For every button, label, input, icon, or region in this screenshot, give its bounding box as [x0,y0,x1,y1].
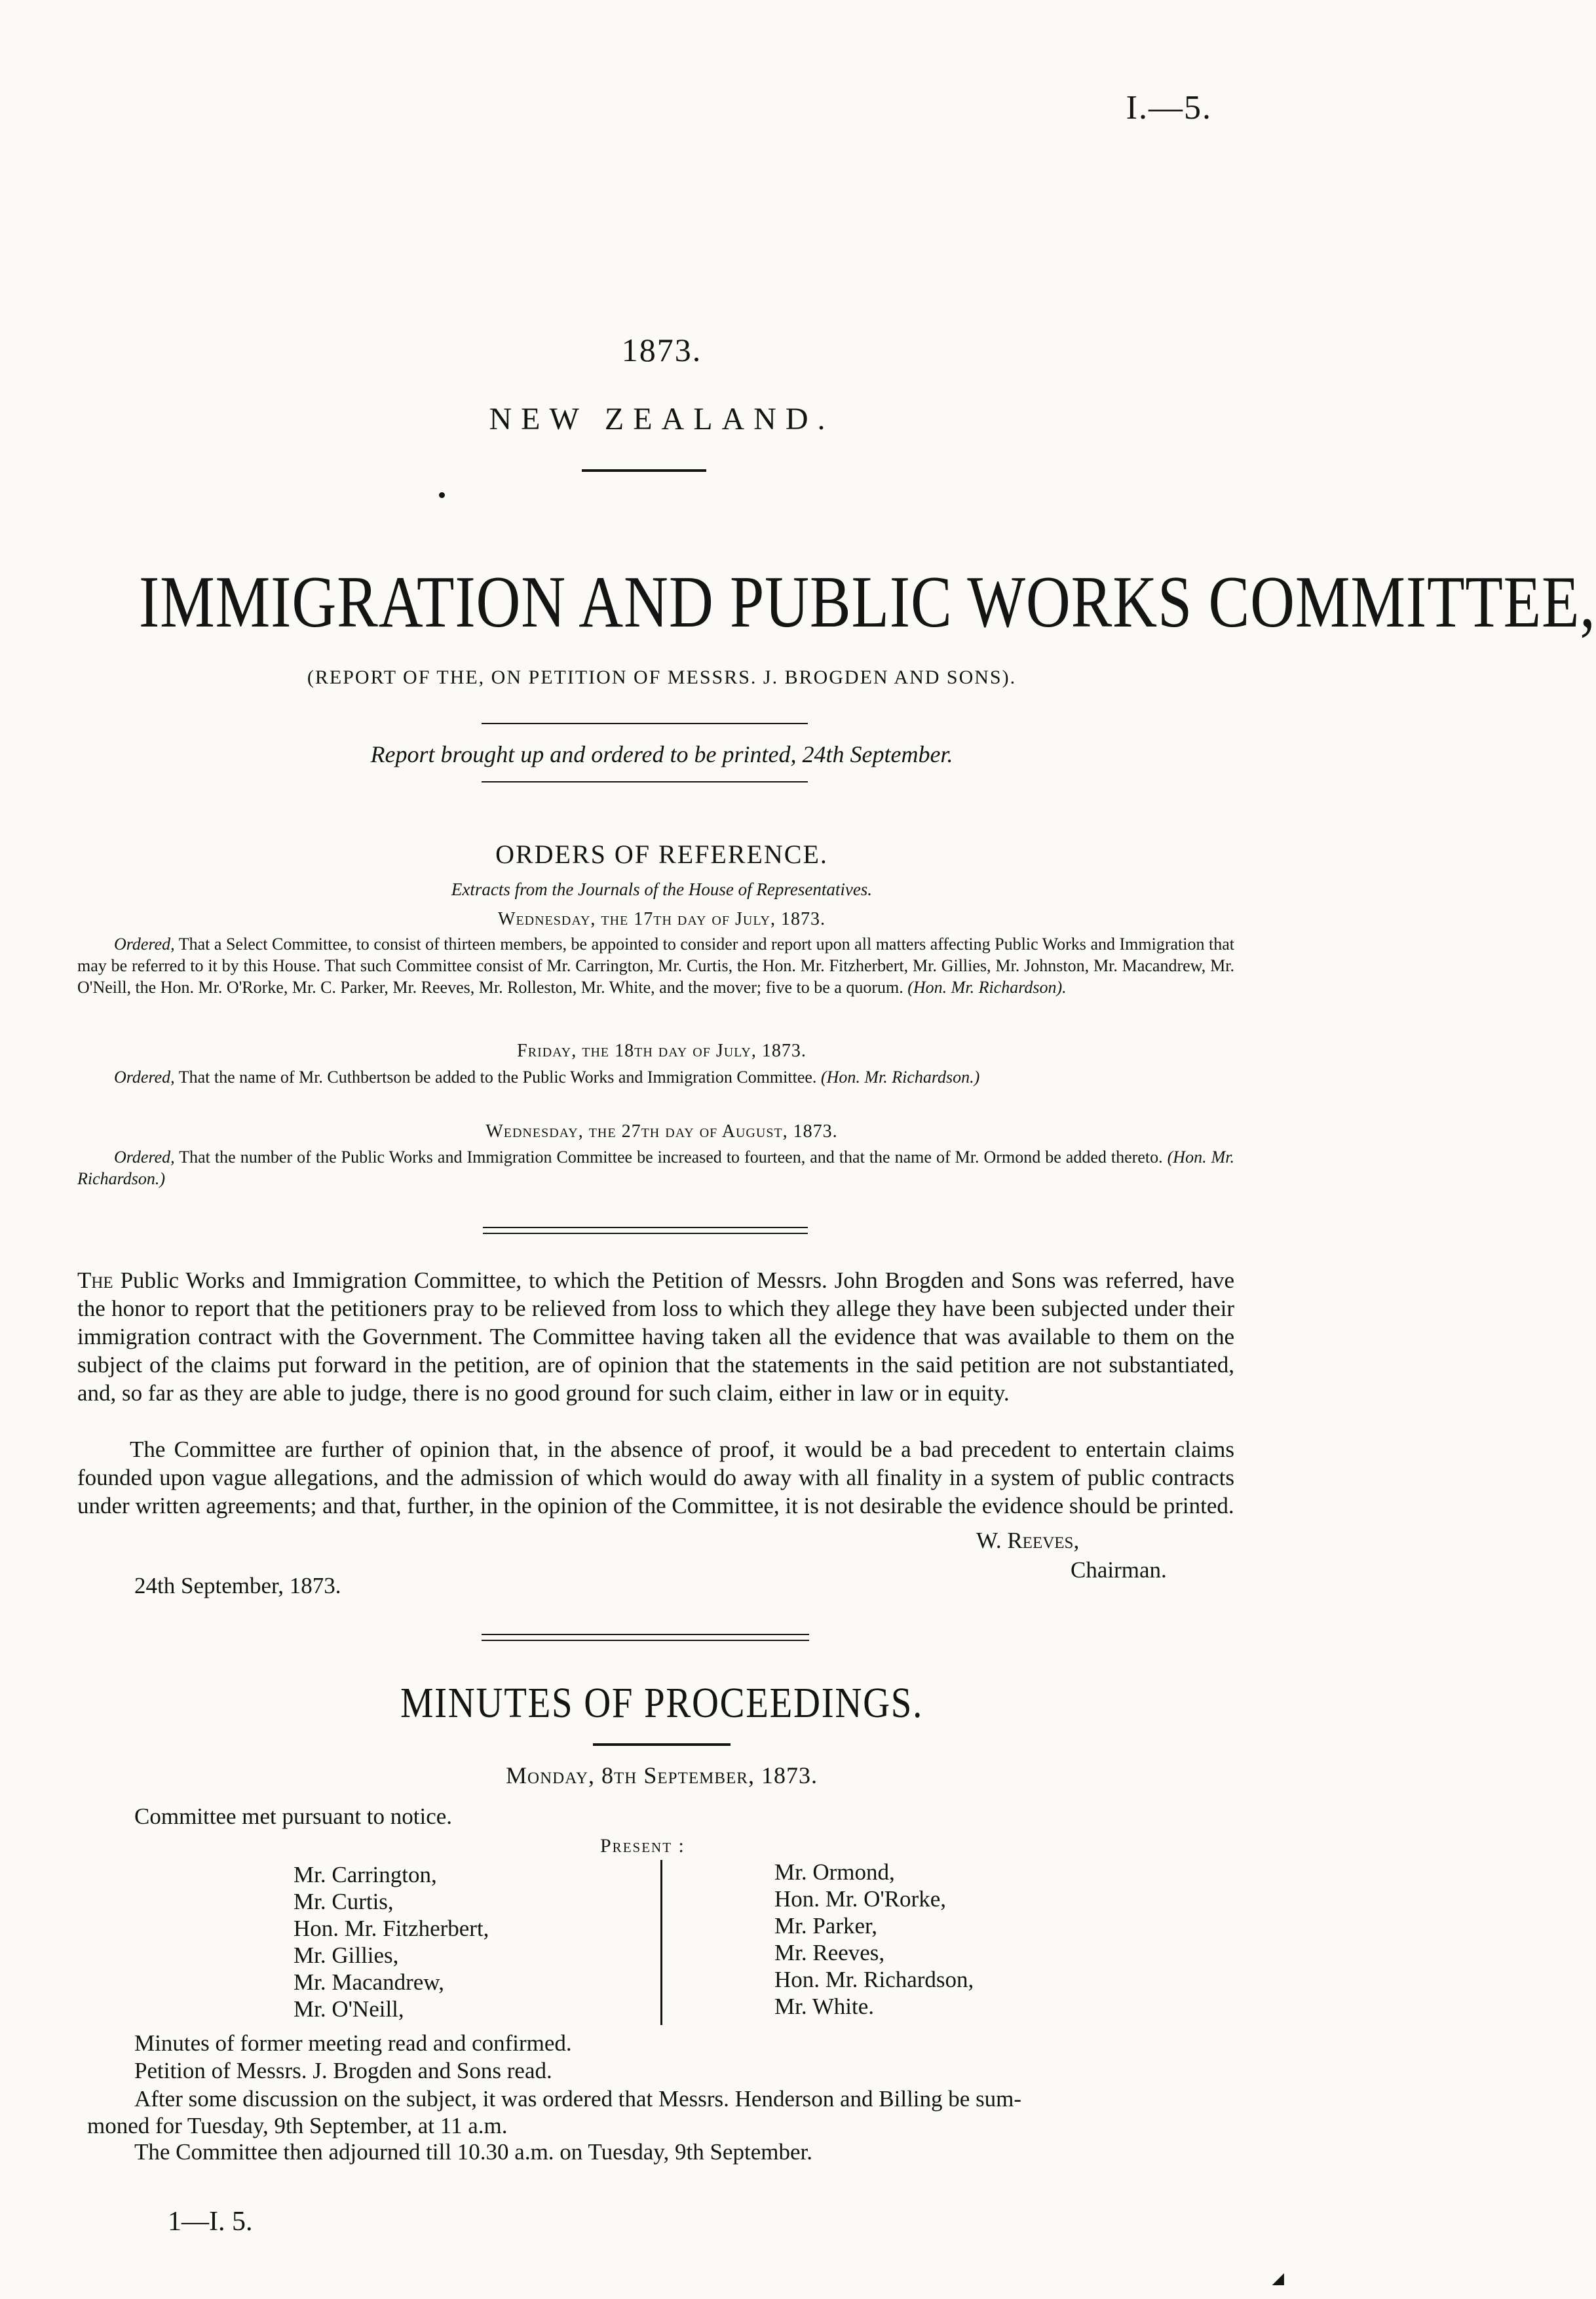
page-number: I.—5. [1126,89,1212,126]
divider-rule [482,781,808,782]
signature-title: Chairman. [1071,1557,1167,1583]
ink-dot [439,492,445,498]
member-name: Mr. Reeves, [774,1940,885,1965]
order-text: That the number of the Public Works and Immigration Committee be increased to fourteen, and that the name of Mr. Ormond be added thereto. [179,1148,1163,1167]
member-name: Mr. O'Neill, [294,1996,404,2022]
order-text: That the name of Mr. Cuthbertson be added to the Public Works and Immigration Committee. [178,1068,817,1087]
member-name: Hon. Mr. O'Rorke, [774,1886,946,1912]
divider-rule [582,469,706,472]
divider-rule [593,1743,731,1746]
members-divider [660,1860,662,2025]
orders-subheading: Extracts from the Journals of the House of Representatives. [451,879,873,899]
signature-name: W. Reeves, [976,1528,1080,1553]
report-paragraph: The Committee are further of opinion that, in the absence of proof, it would be a bad precedent to entertain claims founded upon vague allegations, and the admission of which would do away with all finality in a system of public contracts under written agreements; and that, further, in the opinion of the Committee, it is not desirable the evidence should be printed. [77,1437,1234,1518]
member-name: Hon. Mr. Richardson, [774,1967,974,1992]
minutes-line: The Committee then adjourned till 10.30 a.m. on Tuesday, 9th September. [134,2139,812,2165]
double-rule [482,1634,809,1635]
member-name: Mr. Macandrew, [294,1969,445,1995]
report-text: Public Works and Immigration Committee, to which the Petition of Messrs. John Brogden and Sons was referred, have the honor to report that the petitioners pray to be relieved from loss to which they allege they have been subjected under their immigration contract with the Government. The Committee having taken all the evidence that was available to them on the subject of the claims put forward in the petition, are of opinion that the statements in the said petition are not substantiated, and, so far as they are able to judge, there is no good ground for such claim, either in law or in equity. [77,1267,1234,1406]
order-date: Wednesday, the 27th day of August, 1873. [485,1121,838,1142]
members-list-right [774,1859,974,2020]
double-rule [483,1227,808,1228]
member-name: Mr. Curtis, [294,1889,394,1914]
double-rule [482,1640,809,1641]
minutes-line: After some discussion on the subject, it was ordered that Messrs. Henderson and Billing be sum- [134,2086,1022,2112]
report-line: Report brought up and ordered to be printed, 24th September. [370,741,953,767]
member-name: Mr. Gillies, [294,1942,399,1968]
order-paragraph [77,1146,1234,1189]
minutes-line: Committee met pursuant to notice. [134,1804,453,1829]
members-list-left [294,1861,489,2022]
meeting-date: Monday, 8th September, 1873. [506,1762,818,1788]
order-date: Wednesday, the 17th day of July, 1873. [498,909,826,929]
member-name: Mr. White. [774,1994,874,2019]
order-paragraph [77,933,1234,998]
corner-mark: ◢ [1272,2270,1284,2287]
present-label: Present : [600,1835,685,1857]
order-lead: Ordered, [114,1148,175,1167]
order-attribution: (Hon. Mr. Richardson.) [77,1148,1235,1188]
minutes-line: Petition of Messrs. J. Brogden and Sons read. [134,2058,552,2083]
order-lead: Ordered, [114,1068,175,1087]
report-paragraph [77,1266,1234,1407]
double-rule [483,1233,808,1234]
member-name: Mr. Ormond, [774,1859,895,1885]
report-date: 24th September, 1873. [134,1573,341,1598]
document-code: 1—I. 5. [168,2207,253,2237]
divider-rule [482,723,808,724]
minutes-heading: MINUTES OF PROCEEDINGS. [400,1679,923,1727]
document-subtitle: (REPORT OF THE, ON PETITION OF MESSRS. J. BROGDEN AND SONS). [307,667,1017,688]
orders-heading: ORDERS OF REFERENCE. [495,840,828,869]
order-attribution: (Hon. Mr. Richardson.) [820,1068,980,1087]
order-text: That a Select Committee, to consist of thirteen members, be appointed to consider and report upon all matters affecting Public Works and Immigration that may be referred to it by this House. That such Committee consist of Mr. Carrington, Mr. Curtis, the Hon. Mr. Fitzherbert, Mr. Gillies, Mr. Johnston, Mr. Macandrew, Mr. O'Neill, the Hon. Mr. O'Rorke, Mr. C. Parker, Mr. Reeves, Mr. Rolleston, Mr. White, and the mover; five to be a quorum. [77,935,1234,997]
document-title: IMMIGRATION AND PUBLIC WORKS COMMITTEE, [139,562,1596,643]
year: 1873. [621,332,702,368]
country: NEW ZEALAND. [489,402,835,436]
member-name: Mr. Parker, [774,1913,878,1939]
report-lead: The [77,1267,113,1293]
member-name: Hon. Mr. Fitzherbert, [294,1916,489,1941]
order-attribution: (Hon. Mr. Richardson). [907,978,1067,997]
order-lead: Ordered, [114,935,175,954]
minutes-line: Minutes of former meeting read and confirmed. [134,2030,572,2056]
member-name: Mr. Carrington, [294,1862,437,1887]
minutes-line: moned for Tuesday, 9th September, at 11 a.m. [87,2113,508,2138]
order-date: Friday, the 18th day of July, 1873. [517,1041,807,1061]
order-paragraph [77,1066,1234,1088]
